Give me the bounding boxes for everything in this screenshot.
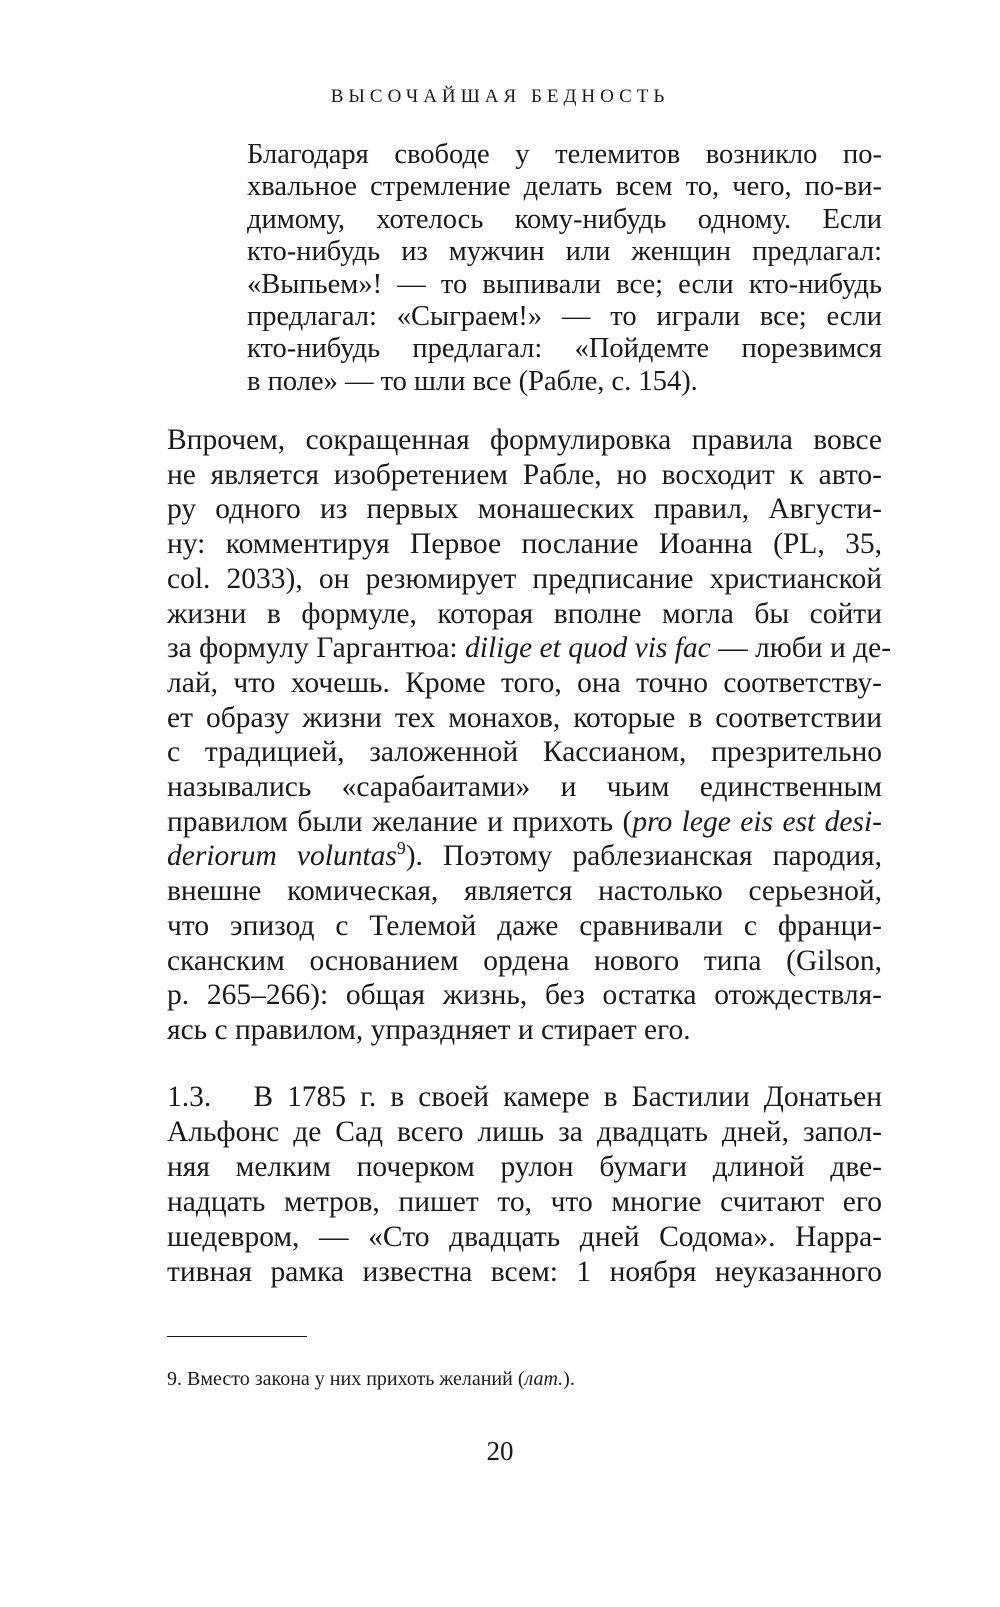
footnote-abbrev: лат. — [524, 1368, 564, 1390]
paragraph-line: назывались «сарабаитами» и чьим единственным — [167, 771, 882, 804]
paragraph-line — [167, 839, 882, 874]
quote-line: кто-нибудь предлагал: «Пойдемте порезвимся — [247, 333, 882, 365]
paragraph-line: ру одного из первых монашеских правил, Августи- — [167, 493, 882, 526]
body-paragraph — [167, 423, 892, 1048]
paragraph-line: внешне комическая, является настолько серьезной, — [167, 875, 882, 908]
footnote — [167, 1366, 575, 1392]
paragraph-line: Впрочем, сокращенная формулировка правила вовсе — [167, 424, 882, 456]
paragraph-line: не является изобретением Рабле, но восходит к авто- — [167, 458, 882, 491]
section-line: 1.3. В 1785 г. в своей камере в Бастилии Донатьен — [167, 1081, 882, 1113]
section-line: няя мелким почерком рулон бумаги длиной две- — [167, 1151, 882, 1183]
footnote-divider — [167, 1336, 307, 1337]
section-line: шедевром, — «Сто двадцать дней Содома». Нарра- — [167, 1221, 882, 1253]
paragraph-line: ет образу жизни тех монахов, которые в соответствии — [167, 701, 882, 734]
quote-line: кто-нибудь из мужчин или женщин предлагал: — [247, 236, 882, 268]
page-number: 20 — [486, 1436, 514, 1466]
section-paragraph — [167, 1080, 882, 1290]
text-run: правилом были желание и прихоть ( — [167, 805, 633, 838]
text-run: ). Поэтому раблезианская пародия, — [405, 840, 882, 873]
latin-phrase: deriorum voluntas — [167, 840, 397, 873]
quote-line: «Выпьем»! — то выпивали все; если кто-нибудь — [247, 268, 882, 300]
paragraph-line: жизни в формуле, которая вполне могла бы сойти — [167, 597, 882, 630]
text-run: за формулу Гаргантюа: — [167, 632, 465, 665]
paragraph-line — [167, 631, 892, 666]
paragraph-line: сканским основанием ордена нового типа (Gilson, — [167, 944, 882, 977]
paragraph-line: ясь с правилом, упраздняет и стирает его. — [167, 1013, 691, 1046]
footnote-text: 9. Вместо закона у них прихоть желаний ( — [167, 1368, 525, 1390]
quote-line: димому, хотелось кому-нибудь одному. Если — [247, 203, 882, 235]
latin-phrase: dilige et quod vis fac — [465, 632, 711, 665]
quote-line: предлагал: «Сыграем!» — то играли все; если — [247, 301, 882, 333]
block-quote — [247, 139, 882, 398]
paragraph-line: что эпизод с Телемой даже сравнивали с франци- — [167, 909, 882, 942]
paragraph-line: p. 265–266): общая жизнь, без остатка отождествля- — [167, 979, 882, 1012]
section-line: Альфонс де Сад всего лишь за двадцать дней, запол- — [167, 1116, 882, 1148]
quote-line: хвальное стремление делать всем то, чего, по-ви- — [247, 171, 882, 203]
paragraph-line: с традицией, заложенной Кассианом, презрительно — [167, 736, 882, 769]
paragraph-line: лай, что хочешь. Кроме того, она точно соответству- — [167, 666, 882, 699]
paragraph-line: col. 2033), он резюмирует предписание христианской — [167, 562, 882, 595]
text-run: — люби и де- — [710, 632, 892, 665]
quote-line: в поле» — то шли все (Рабле, с. 154). — [247, 365, 698, 397]
footnote-ref[interactable]: 9 — [396, 838, 406, 859]
paragraph-line: ну: комментируя Первое послание Иоанна (PL, 35, — [167, 528, 882, 561]
section-line: надцать метров, пишет то, что многие считают его — [167, 1186, 882, 1218]
paragraph-line — [167, 805, 882, 840]
quote-line: Благодаря свободе у телемитов возникло по- — [247, 139, 882, 170]
section-line: тивная рамка известна всем: 1 ноября неуказанного — [167, 1256, 882, 1288]
running-head: ВЫСОЧАЙШАЯ БЕДНОСТЬ — [330, 86, 670, 107]
latin-phrase: pro lege eis est desi- — [632, 805, 883, 838]
footnote-end: ). — [563, 1368, 575, 1390]
